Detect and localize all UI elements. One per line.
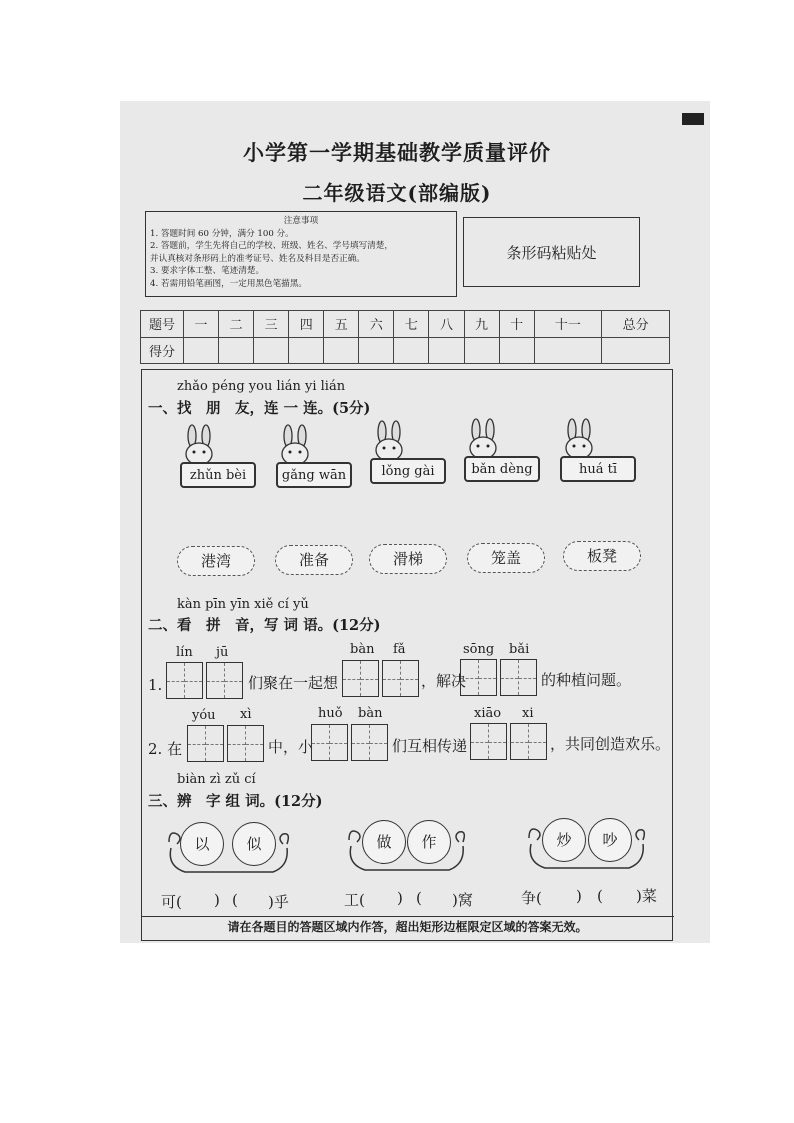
q1-pinyin: zhǎo péng you lián yi lián [177, 379, 346, 394]
score-cell[interactable] [464, 337, 499, 364]
column-header: 八 [429, 311, 464, 338]
column-header: 九 [464, 311, 499, 338]
answer-blank[interactable] [186, 889, 212, 909]
writing-grid[interactable] [351, 724, 388, 761]
word-prompt: 工( [344, 891, 365, 909]
column-header: 五 [324, 311, 359, 338]
writing-grid[interactable] [311, 724, 348, 761]
word-cloud: 笼盖 [467, 543, 545, 573]
grid-pinyin: lín [176, 645, 193, 660]
answer-blank[interactable] [546, 885, 572, 905]
grid-pinyin: huǒ [318, 706, 343, 721]
barcode-area [463, 217, 640, 287]
q2-heading: 二、看 拼 音，写 词 语。(12分) [148, 617, 381, 634]
score-cell[interactable] [289, 337, 324, 364]
sentence-text: 中，小 [268, 738, 314, 756]
grid-pinyin: xiāo [474, 706, 502, 721]
char-circle: 以 [180, 822, 224, 866]
word-prompt: 争( [521, 889, 542, 907]
grid-pinyin: xì [240, 707, 252, 722]
pinyin-sign: huá tī [560, 456, 636, 482]
q3-heading: 三、辨 字 组 词。(12分) [148, 793, 323, 810]
score-cell[interactable] [219, 337, 254, 364]
rabbit-sign [276, 424, 347, 486]
grid-pinyin: xi [522, 706, 534, 721]
grid-pinyin: bàn [350, 642, 375, 657]
char-circle: 吵 [588, 818, 632, 862]
note-item: 并认真核对条形码上的准考证号、姓名及科目是否正确。 [150, 253, 365, 264]
column-header: 二 [219, 311, 254, 338]
word-prompt: )窝 [452, 891, 473, 909]
q3-pinyin: biàn zì zǔ cí [177, 772, 256, 787]
sentence-number: 1. [148, 676, 163, 694]
grid-pinyin: sōng [463, 642, 495, 657]
column-header: 三 [254, 311, 289, 338]
exam-subtitle: 二年级语文(部编版) [302, 181, 492, 205]
word-cloud: 港湾 [177, 546, 255, 576]
writing-grid[interactable] [500, 659, 537, 696]
notes-title: 注意事项 [283, 216, 319, 226]
writing-grid[interactable] [470, 723, 507, 760]
word-prompt: ( [416, 889, 422, 907]
word-cloud: 滑梯 [369, 544, 447, 574]
score-cell[interactable] [534, 337, 602, 364]
footer-note: 请在各题目的答题区域内作答，超出矩形边框限定区域的答案无效。 [141, 916, 674, 937]
pinyin-sign: bǎn dèng [464, 456, 540, 482]
word-prompt: )乎 [268, 893, 289, 911]
column-header: 七 [394, 311, 429, 338]
barcode-label: 条形码粘贴处 [506, 243, 597, 262]
sentence-text: 们聚在一起想 [248, 674, 339, 692]
notes-box [145, 211, 457, 297]
grid-pinyin: bǎi [509, 642, 530, 657]
char-circle: 作 [407, 820, 451, 864]
writing-grid[interactable] [227, 725, 264, 762]
word-prompt: ) [214, 891, 220, 909]
score-cell[interactable] [429, 337, 464, 364]
pinyin-sign: zhǔn bèi [180, 462, 256, 488]
sentence-text: 的种植问题。 [541, 671, 632, 689]
word-prompt: ( [232, 891, 238, 909]
writing-grid[interactable] [206, 662, 243, 699]
sentence-number: 2. 在 [148, 740, 183, 758]
answer-blank[interactable] [606, 885, 632, 905]
note-item: 2. 答题前，学生先将自己的学校、班级、姓名、学号填写清楚， [150, 241, 393, 251]
grid-pinyin: fǎ [393, 642, 406, 657]
note-item: 1. 答题时间 60 分钟，满分 100 分。 [150, 228, 294, 239]
score-cell[interactable] [359, 337, 394, 364]
sentence-text: ，解决 [421, 672, 467, 690]
word-cloud: 板凳 [563, 541, 641, 571]
word-prompt: 可( [161, 893, 182, 911]
writing-grid[interactable] [382, 660, 419, 697]
column-header: 总分 [602, 311, 670, 338]
score-cell[interactable] [499, 337, 534, 364]
grid-pinyin: jū [216, 645, 229, 660]
rabbit-sign [180, 424, 247, 486]
writing-grid[interactable] [342, 660, 379, 697]
word-prompt: )菜 [636, 887, 657, 905]
column-header: 四 [289, 311, 324, 338]
column-header: 十一 [534, 311, 602, 338]
exam-title: 小学第一学期基础教学质量评价 [243, 140, 551, 165]
word-cloud: 准备 [275, 545, 353, 575]
score-cell[interactable] [254, 337, 289, 364]
word-prompt: ) [576, 887, 582, 905]
note-item: 4. 若需用铅笔画图，一定用黑色笔描黑。 [150, 278, 308, 289]
grid-pinyin: bàn [358, 706, 383, 721]
score-cell[interactable] [324, 337, 359, 364]
writing-grid[interactable] [460, 659, 497, 696]
score-cell[interactable] [184, 337, 219, 364]
score-cell[interactable] [394, 337, 429, 364]
q1-heading: 一、找 朋 友，连 一 连。(5分) [148, 400, 371, 417]
grid-pinyin: yóu [192, 708, 216, 723]
q2-pinyin: kàn pīn yīn xiě cí yǔ [177, 597, 309, 612]
pinyin-sign: lǒng gài [370, 458, 446, 484]
column-header: 一 [184, 311, 219, 338]
column-header: 十 [499, 311, 534, 338]
row-label: 得分 [141, 337, 184, 364]
char-circle: 似 [232, 822, 276, 866]
answer-blank[interactable] [424, 887, 450, 907]
writing-grid[interactable] [187, 725, 224, 762]
sentence-text: 们互相传递 [392, 737, 468, 755]
score-table [140, 310, 670, 364]
rabbit-sign [464, 418, 533, 480]
char-circle: 炒 [542, 818, 586, 862]
word-prompt: ( [597, 887, 603, 905]
rabbit-sign [370, 420, 434, 482]
pinyin-sign: gǎng wān [276, 462, 352, 488]
answer-blank[interactable] [240, 889, 266, 909]
writing-grid[interactable] [510, 723, 547, 760]
column-header: 六 [359, 311, 394, 338]
score-cell[interactable] [602, 337, 670, 364]
rabbit-sign [560, 418, 624, 480]
note-item: 3. 要求字体工整、笔迹清楚。 [150, 266, 265, 276]
answer-blank[interactable] [369, 887, 395, 907]
char-circle: 做 [362, 820, 406, 864]
row-label: 题号 [141, 311, 184, 338]
sentence-text: ，共同创造欢乐。 [550, 735, 671, 753]
word-prompt: ) [397, 889, 403, 907]
corner-mark [682, 113, 704, 125]
writing-grid[interactable] [166, 662, 203, 699]
